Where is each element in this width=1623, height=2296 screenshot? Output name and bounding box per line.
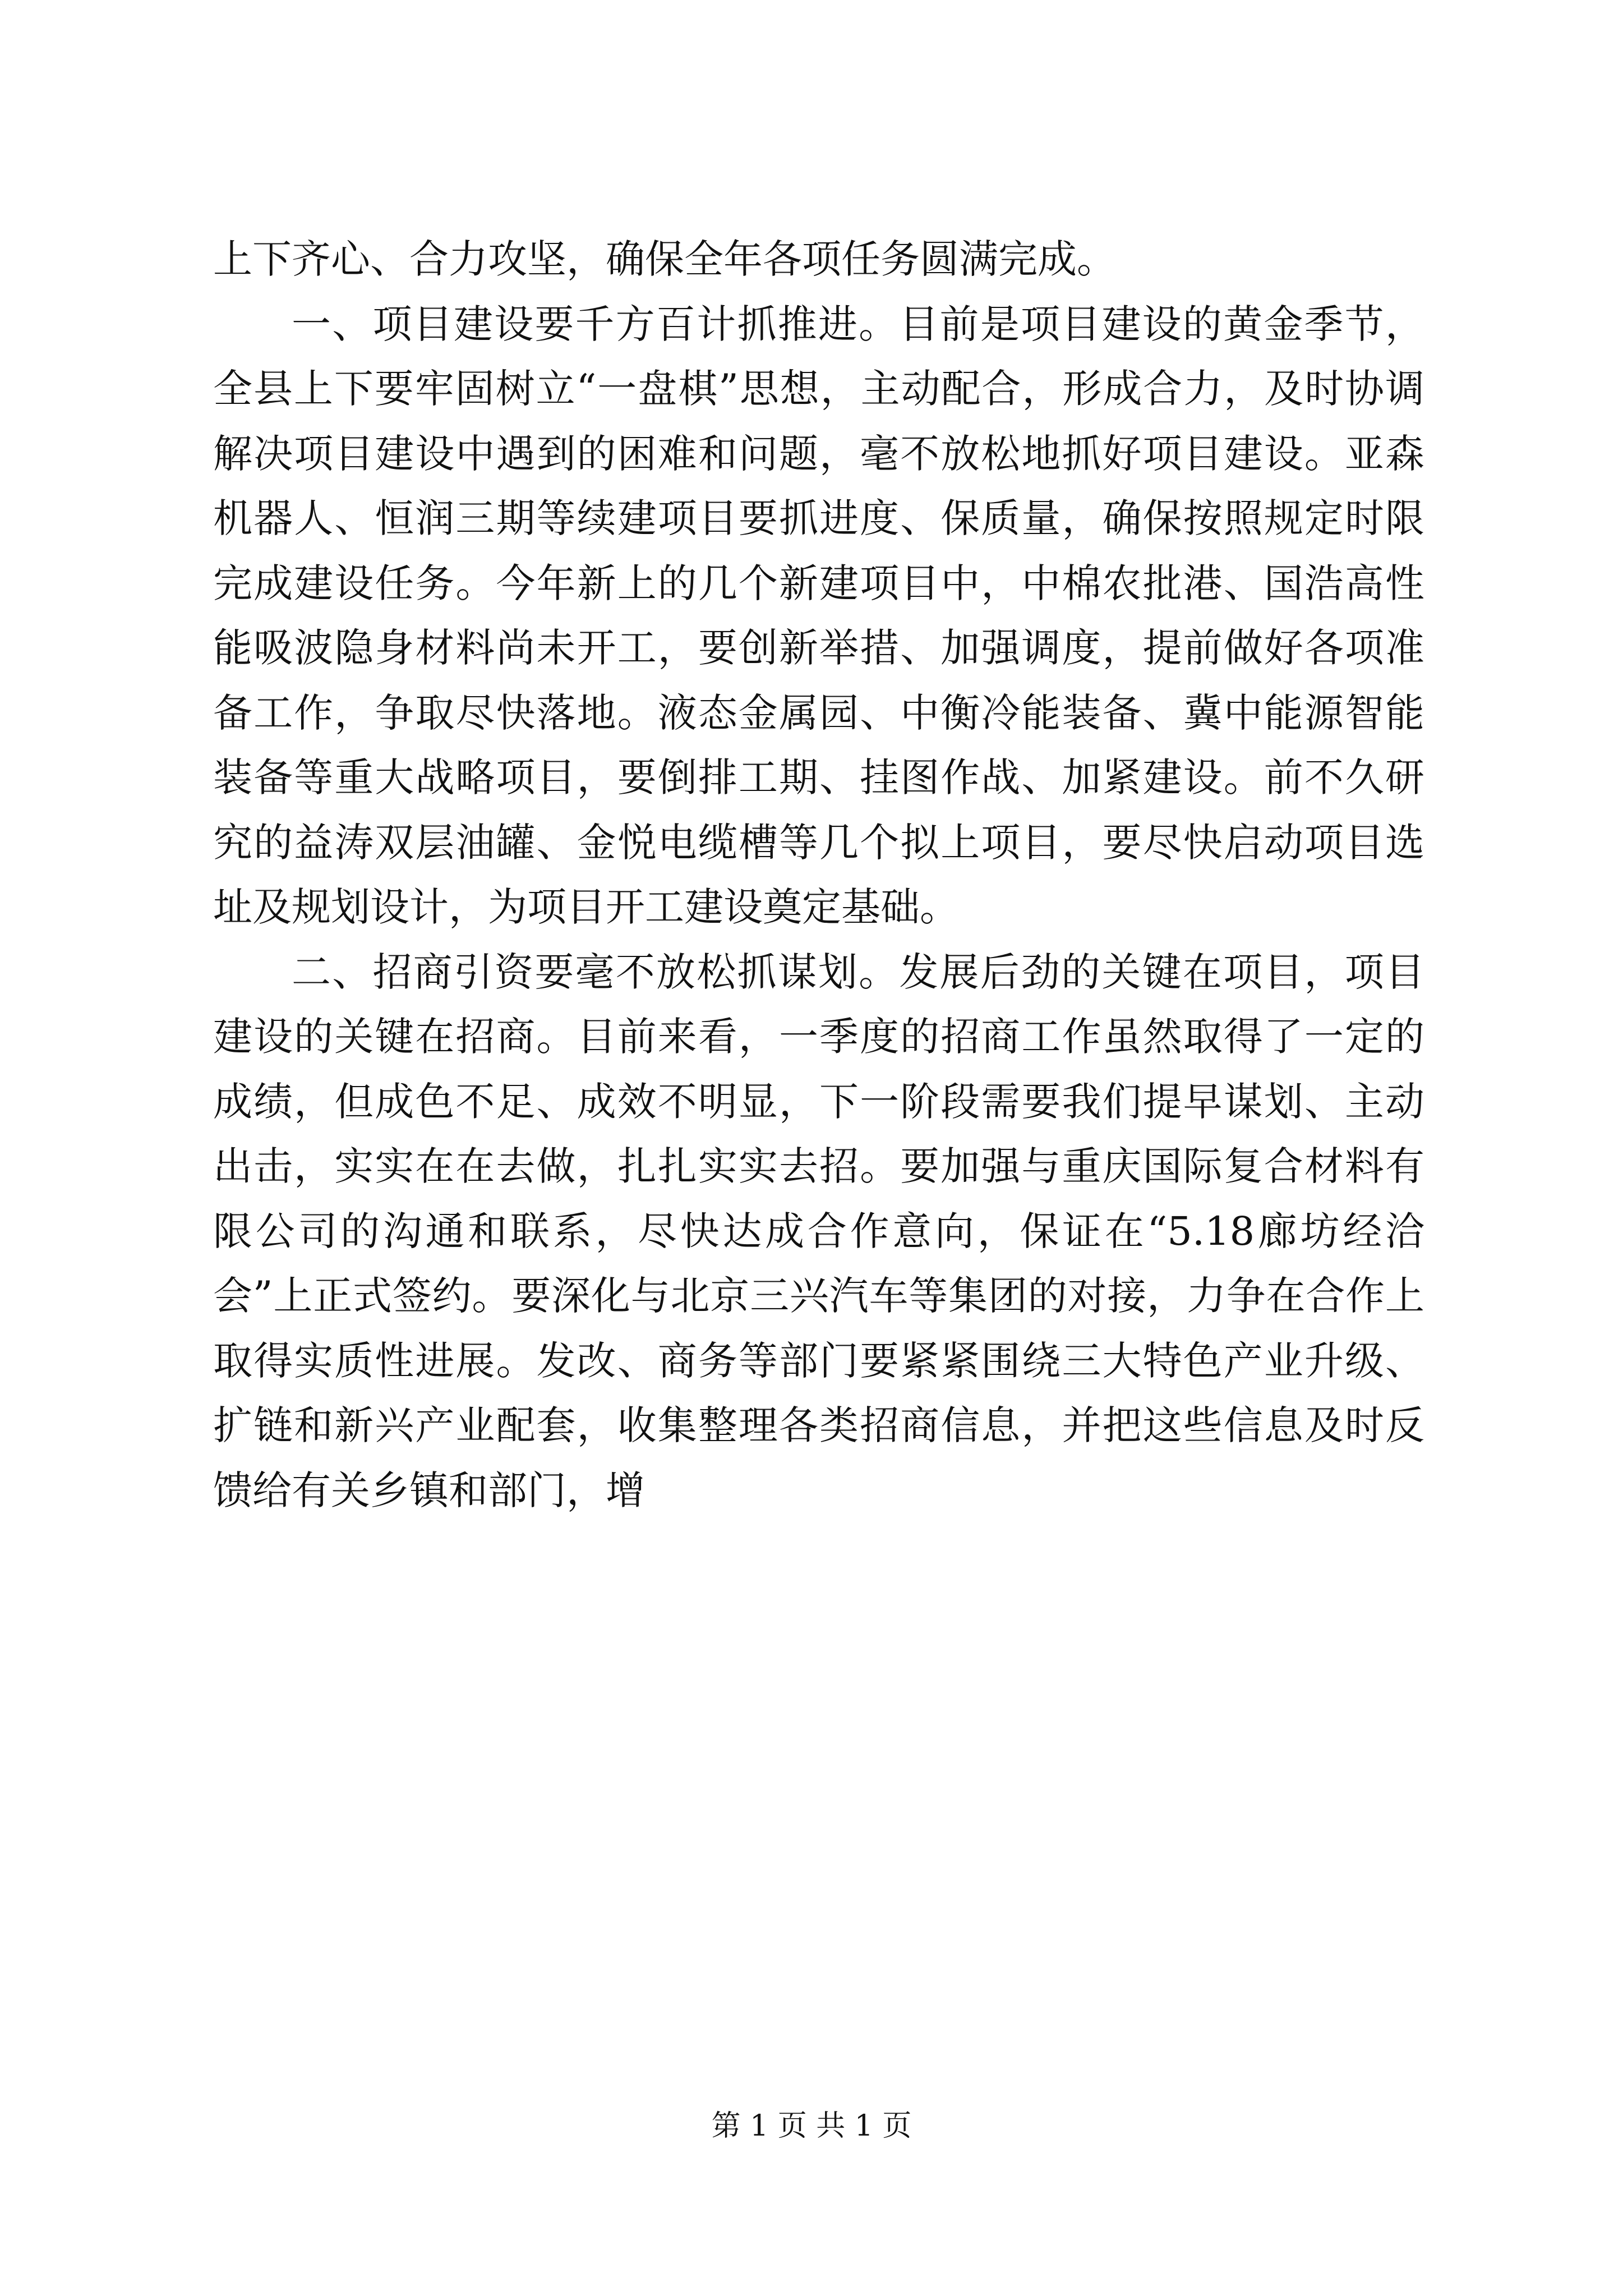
paragraph-project-construction: 一、项目建设要千方百计抓推进。目前是项目建设的黄金季节，全县上下要牢固树立“一盘棋”思想，主动配合，形成合力，及时协调解决项目建设中遇到的困难和问题，毫不放松地抓好项目建设。亚森机器人、恒润三期等续建项目要抓进度、保质量，确保按照规定时限完成建设任务。今年新上的几个新建项目中，中棉农批港、国浩高性能吸波隐身材料尚未开工，要创新举措、加强调度，提前做好各项准备工作，争取尽快落地。液态金属园、中衡冷能装备、冀中能源智能装备等重大战略项目，要倒排工期、挂图作战、加紧建设。前不久研究的益涛双层油罐、金悦电缆槽等几个拟上项目，要尽快启动项目选址及规划设计，为项目开工建设奠定基础。	[213, 301, 1424, 930]
paragraph-continuation: 上下齐心、合力攻坚，确保全年各项任务圆满完成。	[213, 236, 1116, 282]
page-footer: 第 1 页 共 1 页	[711, 2109, 912, 2143]
document-body	[213, 227, 1424, 1523]
paragraph-investment-promotion: 二、招商引资要毫不放松抓谋划。发展后劲的关键在项目，项目建设的关键在招商。目前来看，一季度的招商工作虽然取得了一定的成绩，但成色不足、成效不明显，下一阶段需要我们提早谋划、主动出击，实实在在去做，扎扎实实去招。要加强与重庆国际复合材料有限公司的沟通和联系，尽快达成合作意向，保证在“5.18廊坊经洽会”上正式签约。要深化与北京三兴汽车等集团的对接，力争在合作上取得实质性进展。发改、商务等部门要紧紧围绕三大特色产业升级、扩链和新兴产业配套，收集整理各类招商信息，并把这些信息及时反馈给有关乡镇和部门，增	[213, 949, 1424, 1513]
